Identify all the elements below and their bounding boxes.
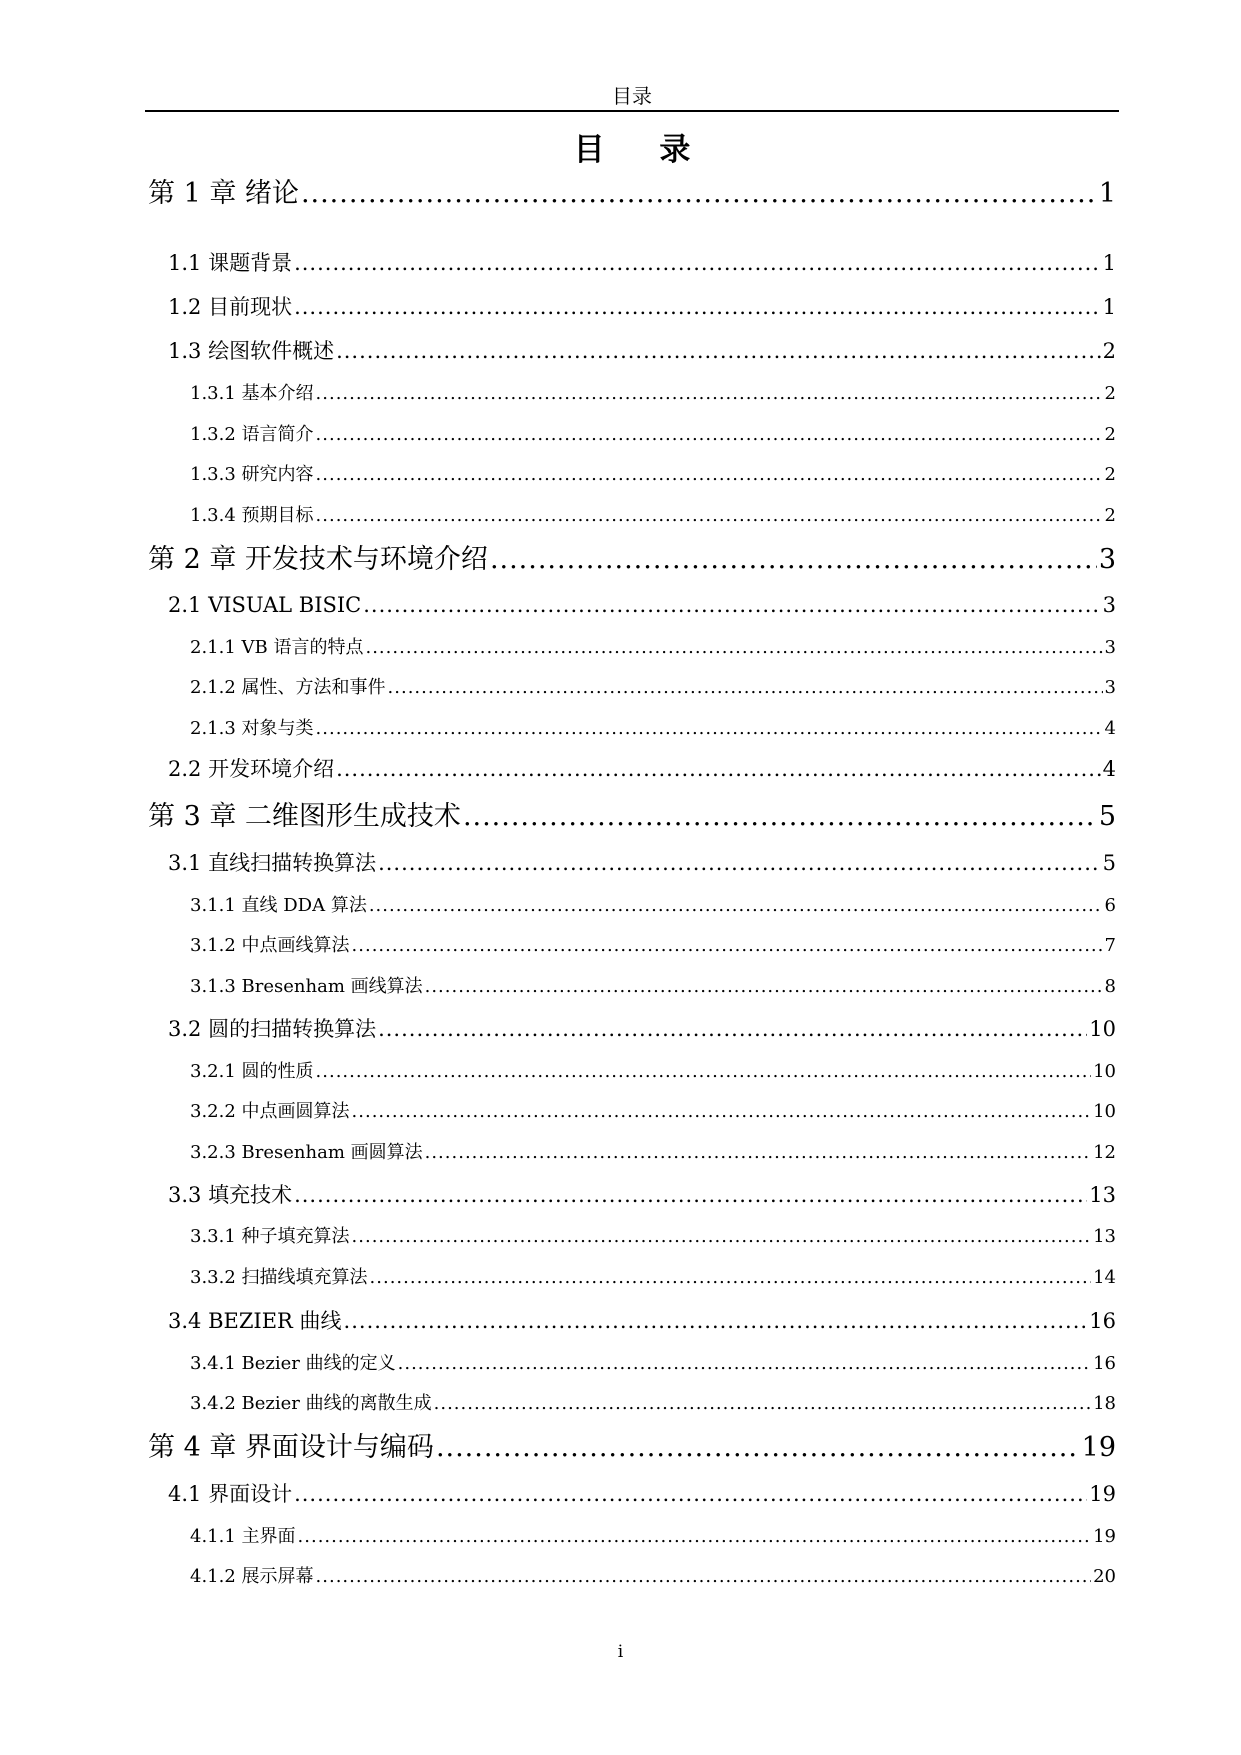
toc-subsection-3-1-2[interactable] bbox=[190, 935, 1116, 957]
toc-entry-label: 4.1 界面设计 bbox=[168, 1482, 293, 1506]
toc-entry-label: 2.1.3 对象与类 bbox=[190, 718, 314, 739]
dot-leader bbox=[363, 592, 1100, 618]
toc-chapter-4[interactable] bbox=[148, 1431, 1116, 1465]
toc-entry-label: 2.1.2 属性、方法和事件 bbox=[190, 677, 386, 698]
dot-leader bbox=[463, 800, 1097, 834]
toc-page-number: 2 bbox=[1104, 383, 1116, 404]
toc-page-number: 13 bbox=[1093, 1226, 1116, 1247]
toc-page-number: 2 bbox=[1102, 339, 1116, 363]
dot-leader bbox=[301, 177, 1097, 211]
toc-page-number: 1 bbox=[1102, 251, 1116, 275]
toc-title: 目 录 bbox=[573, 132, 713, 168]
toc-page-number: 18 bbox=[1093, 1393, 1116, 1414]
dot-leader bbox=[398, 1353, 1091, 1375]
dot-leader bbox=[352, 1101, 1092, 1123]
toc-entry-label: 3.2 圆的扫描转换算法 bbox=[168, 1017, 377, 1041]
dot-leader bbox=[316, 383, 1103, 405]
toc-subsection-3-2-3[interactable] bbox=[190, 1142, 1116, 1164]
toc-entry-label: 3.4.2 Bezier 曲线的离散生成 bbox=[190, 1393, 432, 1414]
toc-page-number: 16 bbox=[1089, 1309, 1116, 1333]
toc-entry-label: 3.4 BEZIER 曲线 bbox=[168, 1309, 342, 1333]
dot-leader bbox=[436, 1431, 1080, 1465]
toc-entry-label: 1.1 课题背景 bbox=[168, 251, 293, 275]
toc-subsection-1-3-3[interactable] bbox=[190, 464, 1116, 486]
toc-page-number: 3 bbox=[1098, 544, 1116, 575]
toc-entry-label: 2.1.1 VB 语言的特点 bbox=[190, 637, 364, 658]
toc-entry-label: 3.3 填充技术 bbox=[168, 1183, 293, 1207]
page-number: i bbox=[617, 1642, 624, 1662]
toc-page-number: 19 bbox=[1089, 1482, 1116, 1506]
toc-page-number: 1 bbox=[1098, 178, 1116, 209]
toc-section-1-2[interactable] bbox=[168, 294, 1116, 320]
toc-subsection-3-4-1[interactable] bbox=[190, 1353, 1116, 1375]
dot-leader bbox=[352, 1226, 1092, 1248]
dot-leader bbox=[378, 1016, 1087, 1042]
toc-section-1-3[interactable] bbox=[168, 338, 1116, 364]
toc-page-number: 4 bbox=[1104, 718, 1116, 739]
dot-leader bbox=[344, 1308, 1088, 1334]
toc-page-number: 8 bbox=[1104, 976, 1116, 997]
toc-entry-label: 3.1 直线扫描转换算法 bbox=[168, 851, 377, 875]
dot-leader bbox=[425, 976, 1103, 998]
running-header: 目录 bbox=[612, 84, 652, 108]
toc-entry-label: 4.1.1 主界面 bbox=[190, 1526, 296, 1547]
toc-page-number: 16 bbox=[1093, 1353, 1116, 1374]
toc-page-number: 19 bbox=[1093, 1526, 1116, 1547]
toc-subsection-3-1-3[interactable] bbox=[190, 976, 1116, 998]
dot-leader bbox=[316, 1566, 1092, 1588]
toc-entry-label: 3.1.1 直线 DDA 算法 bbox=[190, 895, 367, 916]
toc-entry-label: 1.3.3 研究内容 bbox=[190, 464, 314, 485]
toc-entry-label: 3.4.1 Bezier 曲线的定义 bbox=[190, 1353, 396, 1374]
dot-leader bbox=[378, 850, 1101, 876]
toc-entry-label: 3.2.1 圆的性质 bbox=[190, 1061, 314, 1082]
dot-leader bbox=[316, 1061, 1092, 1083]
toc-chapter-3[interactable] bbox=[148, 800, 1116, 834]
toc-entry-label: 第 4 章 界面设计与编码 bbox=[148, 1432, 434, 1463]
toc-page-number: 5 bbox=[1102, 851, 1116, 875]
toc-subsection-1-3-4[interactable] bbox=[190, 505, 1116, 527]
toc-section-3-4[interactable] bbox=[168, 1308, 1116, 1334]
toc-entry-label: 1.3.1 基本介绍 bbox=[190, 383, 314, 404]
dot-leader bbox=[336, 756, 1101, 782]
dot-leader bbox=[365, 637, 1102, 659]
toc-entry-label: 1.3 绘图软件概述 bbox=[168, 339, 335, 363]
dot-leader bbox=[294, 294, 1101, 320]
dot-leader bbox=[294, 1182, 1087, 1208]
toc-page-number: 3 bbox=[1102, 593, 1116, 617]
toc-entry-label: 1.2 目前现状 bbox=[168, 295, 293, 319]
toc-subsection-1-3-1[interactable] bbox=[190, 383, 1116, 405]
toc-page-number: 4 bbox=[1102, 757, 1116, 781]
toc-entry-label: 1.3.4 预期目标 bbox=[190, 505, 314, 526]
toc-entry-label: 4.1.2 展示屏幕 bbox=[190, 1566, 314, 1587]
toc-subsection-1-3-2[interactable] bbox=[190, 424, 1116, 446]
toc-page-number: 1 bbox=[1102, 295, 1116, 319]
toc-entry-label: 第 1 章 绪论 bbox=[148, 178, 299, 209]
toc-page-number: 2 bbox=[1104, 505, 1116, 526]
toc-page-number: 3 bbox=[1104, 677, 1116, 698]
toc-entry-label: 第 2 章 开发技术与环境介绍 bbox=[148, 544, 488, 575]
toc-entry-label: 1.3.2 语言简介 bbox=[190, 424, 314, 445]
toc-entry-label: 2.1 VISUAL BISIC bbox=[168, 593, 362, 617]
toc-subsection-3-2-1[interactable] bbox=[190, 1061, 1116, 1083]
toc-entry-label: 2.2 开发环境介绍 bbox=[168, 757, 335, 781]
dot-leader bbox=[316, 424, 1103, 446]
toc-chapter-1[interactable] bbox=[148, 177, 1116, 211]
toc-page-number: 5 bbox=[1098, 801, 1116, 832]
toc-subsection-2-1-3[interactable] bbox=[190, 718, 1116, 740]
toc-section-2-2[interactable] bbox=[168, 756, 1116, 782]
toc-page-number: 12 bbox=[1093, 1142, 1116, 1163]
dot-leader bbox=[370, 1267, 1092, 1289]
toc-subsection-4-1-1[interactable] bbox=[190, 1526, 1116, 1548]
toc-page-number: 10 bbox=[1093, 1101, 1116, 1122]
toc-subsection-3-2-2[interactable] bbox=[190, 1101, 1116, 1123]
toc-subsection-4-1-2[interactable] bbox=[190, 1566, 1116, 1588]
toc-page-number: 14 bbox=[1093, 1267, 1116, 1288]
toc-page-number: 6 bbox=[1104, 895, 1116, 916]
toc-entry-label: 3.2.3 Bresenham 画圆算法 bbox=[190, 1142, 423, 1163]
toc-section-3-2[interactable] bbox=[168, 1016, 1116, 1042]
toc-entry-label: 第 3 章 二维图形生成技术 bbox=[148, 801, 461, 832]
dot-leader bbox=[388, 677, 1103, 699]
dot-leader bbox=[316, 505, 1103, 527]
toc-page-number: 3 bbox=[1104, 637, 1116, 658]
toc-entry-label: 3.1.3 Bresenham 画线算法 bbox=[190, 976, 423, 997]
toc-entry-label: 3.1.2 中点画线算法 bbox=[190, 935, 350, 956]
toc-page-number: 10 bbox=[1093, 1061, 1116, 1082]
toc-page-number: 13 bbox=[1089, 1183, 1116, 1207]
toc-subsection-2-1-2[interactable] bbox=[190, 677, 1116, 699]
toc-page-number: 7 bbox=[1104, 935, 1116, 956]
dot-leader bbox=[434, 1393, 1091, 1415]
dot-leader bbox=[298, 1526, 1092, 1548]
toc-subsection-3-1-1[interactable] bbox=[190, 895, 1116, 917]
toc-page-number: 19 bbox=[1081, 1432, 1116, 1463]
dot-leader bbox=[316, 464, 1103, 486]
toc-page-number: 10 bbox=[1089, 1017, 1116, 1041]
dot-leader bbox=[294, 1481, 1087, 1507]
toc-page-number: 20 bbox=[1093, 1566, 1116, 1587]
toc-page-number: 2 bbox=[1104, 464, 1116, 485]
dot-leader bbox=[316, 718, 1103, 740]
dot-leader bbox=[425, 1142, 1091, 1164]
dot-leader bbox=[369, 895, 1103, 917]
dot-leader bbox=[336, 338, 1101, 364]
toc-subsection-3-4-2[interactable] bbox=[190, 1393, 1116, 1415]
toc-subsection-3-3-2[interactable] bbox=[190, 1267, 1116, 1289]
dot-leader bbox=[294, 250, 1101, 276]
toc-section-3-1[interactable] bbox=[168, 850, 1116, 876]
toc-page-number: 2 bbox=[1104, 424, 1116, 445]
toc-entry-label: 3.3.2 扫描线填充算法 bbox=[190, 1267, 368, 1288]
dot-leader bbox=[490, 543, 1097, 577]
toc-chapter-2[interactable] bbox=[148, 543, 1116, 577]
dot-leader bbox=[352, 935, 1103, 957]
toc-entry-label: 3.2.2 中点画圆算法 bbox=[190, 1101, 350, 1122]
toc-subsection-2-1-1[interactable] bbox=[190, 637, 1116, 659]
toc-section-3-3[interactable] bbox=[168, 1182, 1116, 1208]
toc-entry-label: 3.3.1 种子填充算法 bbox=[190, 1226, 350, 1247]
toc-section-2-1[interactable] bbox=[168, 592, 1116, 618]
toc-section-4-1[interactable] bbox=[168, 1481, 1116, 1507]
toc-section-1-1[interactable] bbox=[168, 250, 1116, 276]
toc-subsection-3-3-1[interactable] bbox=[190, 1226, 1116, 1248]
